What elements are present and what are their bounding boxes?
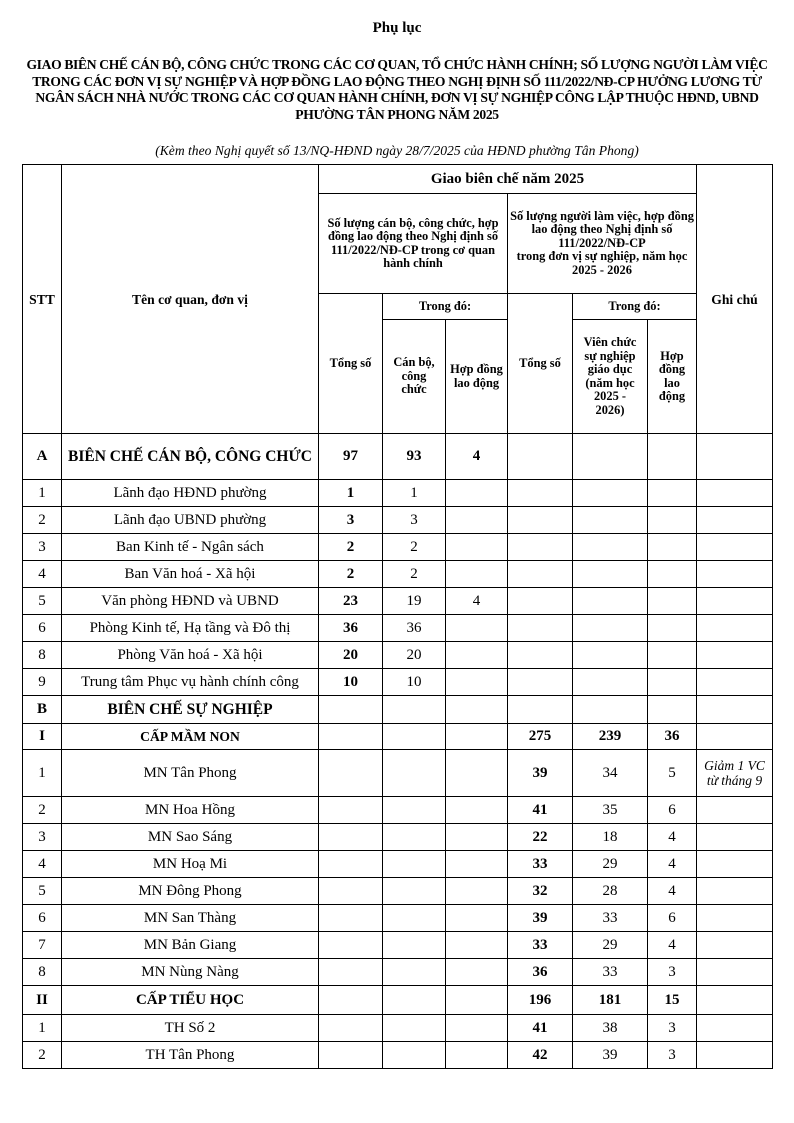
table-row — [23, 642, 773, 669]
cell-career-total — [508, 434, 573, 480]
cell-admin-contract — [446, 959, 508, 986]
cell-career-total — [508, 480, 573, 507]
section-row — [23, 724, 773, 750]
cell-admin-officials — [383, 905, 446, 932]
cell-admin-total — [319, 797, 383, 824]
header-career-group — [508, 194, 697, 294]
cell-career-officials: 29 — [573, 851, 648, 878]
cell-admin-contract — [446, 750, 508, 797]
cell-admin-officials — [383, 1042, 446, 1069]
cell-career-total — [508, 561, 573, 588]
cell-career-officials — [573, 615, 648, 642]
cell-career-officials: 181 — [573, 986, 648, 1015]
header-stt: STT — [23, 165, 62, 434]
cell-career-total: 33 — [508, 851, 573, 878]
cell-admin-officials — [383, 851, 446, 878]
cell-stt: A — [23, 434, 62, 480]
cell-admin-total: 36 — [319, 615, 383, 642]
cell-note — [697, 986, 773, 1015]
cell-stt: 8 — [23, 959, 62, 986]
cell-career-officials — [573, 642, 648, 669]
table-row — [23, 561, 773, 588]
cell-career-contract: 4 — [648, 851, 697, 878]
table-row — [23, 669, 773, 696]
cell-admin-contract — [446, 932, 508, 959]
cell-stt: 2 — [23, 797, 62, 824]
cell-name: MN San Thàng — [62, 905, 319, 932]
cell-admin-officials: 19 — [383, 588, 446, 615]
cell-career-contract: 3 — [648, 1042, 697, 1069]
cell-note — [697, 434, 773, 480]
cell-career-officials: 18 — [573, 824, 648, 851]
cell-admin-officials — [383, 750, 446, 797]
cell-career-officials: 35 — [573, 797, 648, 824]
cell-admin-officials: 2 — [383, 561, 446, 588]
cell-career-officials: 33 — [573, 905, 648, 932]
header-admin-of-which: Trong đó: — [383, 294, 508, 320]
cell-name: Lãnh đạo UBND phường — [62, 507, 319, 534]
cell-career-contract: 36 — [648, 724, 697, 750]
cell-career-total — [508, 588, 573, 615]
cell-career-contract — [648, 434, 697, 480]
cell-stt: 4 — [23, 851, 62, 878]
cell-admin-officials: 36 — [383, 615, 446, 642]
cell-admin-total — [319, 724, 383, 750]
section-row — [23, 986, 773, 1015]
table-row — [23, 878, 773, 905]
cell-career-contract — [648, 534, 697, 561]
cell-note — [697, 561, 773, 588]
cell-admin-total — [319, 986, 383, 1015]
cell-career-total: 22 — [508, 824, 573, 851]
cell-admin-total: 2 — [319, 534, 383, 561]
cell-career-contract — [648, 588, 697, 615]
cell-admin-contract — [446, 851, 508, 878]
table-row — [23, 1015, 773, 1042]
cell-career-contract: 15 — [648, 986, 697, 1015]
cell-stt: 1 — [23, 750, 62, 797]
cell-admin-total — [319, 750, 383, 797]
cell-career-officials — [573, 669, 648, 696]
table-row — [23, 507, 773, 534]
cell-note: Giảm 1 VC từ tháng 9 — [697, 750, 773, 797]
table-row — [23, 588, 773, 615]
cell-career-total — [508, 669, 573, 696]
cell-admin-contract — [446, 986, 508, 1015]
cell-admin-total — [319, 959, 383, 986]
cell-career-officials — [573, 434, 648, 480]
cell-admin-officials: 10 — [383, 669, 446, 696]
cell-career-total — [508, 534, 573, 561]
cell-stt: 2 — [23, 507, 62, 534]
cell-stt: 4 — [23, 561, 62, 588]
cell-admin-officials — [383, 824, 446, 851]
cell-admin-contract — [446, 669, 508, 696]
header-admin-total: Tổng số — [319, 294, 383, 434]
cell-career-total: 39 — [508, 750, 573, 797]
cell-note — [697, 878, 773, 905]
cell-admin-contract — [446, 724, 508, 750]
cell-admin-total: 1 — [319, 480, 383, 507]
cell-career-total — [508, 696, 573, 724]
cell-admin-total — [319, 905, 383, 932]
cell-stt: 6 — [23, 905, 62, 932]
cell-career-officials: 28 — [573, 878, 648, 905]
header-admin-contract: Hợp đồng lao động — [446, 320, 508, 434]
cell-stt: 7 — [23, 932, 62, 959]
cell-career-contract: 4 — [648, 824, 697, 851]
cell-stt: I — [23, 724, 62, 750]
cell-admin-contract — [446, 534, 508, 561]
cell-stt: B — [23, 696, 62, 724]
cell-stt: 3 — [23, 824, 62, 851]
cell-stt: 2 — [23, 1042, 62, 1069]
cell-career-officials: 239 — [573, 724, 648, 750]
cell-note — [697, 534, 773, 561]
document-title: GIAO BIÊN CHẾ CÁN BỘ, CÔNG CHỨC TRONG CÁC CƠ QUAN, TỔ CHỨC HÀNH CHÍNH; SỐ LƯỢNG NGƯỜI LÀM VIỆC TRONG CÁC ĐƠN VỊ SỰ NGHIỆP VÀ HỢP ĐỒNG LAO ĐỘNG THEO NGHỊ ĐỊNH SỐ 111/2022/NĐ-CP HƯỞNG LƯƠNG TỪ NGÂN SÁCH NHÀ NƯỚC TRONG CÁC CƠ QUAN HÀNH CHÍNH, ĐƠN VỊ SỰ NGHIỆP CÔNG LẬP THUỘC HĐND, UBND PHƯỜNG TÂN PHONG NĂM 2025 — [26, 57, 768, 122]
cell-career-contract: 6 — [648, 797, 697, 824]
cell-note — [697, 669, 773, 696]
cell-admin-contract — [446, 1042, 508, 1069]
cell-admin-officials: 20 — [383, 642, 446, 669]
table-header — [23, 165, 773, 434]
cell-career-total: 39 — [508, 905, 573, 932]
cell-name: Lãnh đạo HĐND phường — [62, 480, 319, 507]
cell-stt: 3 — [23, 534, 62, 561]
cell-admin-contract — [446, 797, 508, 824]
cell-note — [697, 797, 773, 824]
cell-career-officials — [573, 696, 648, 724]
table-body — [23, 434, 773, 1069]
cell-name: MN Hoa Hồng — [62, 797, 319, 824]
header-name: Tên cơ quan, đơn vị — [62, 165, 319, 434]
header-note: Ghi chú — [697, 165, 773, 434]
table-row — [23, 932, 773, 959]
cell-admin-contract — [446, 642, 508, 669]
cell-career-contract — [648, 561, 697, 588]
cell-admin-officials — [383, 959, 446, 986]
cell-note — [697, 507, 773, 534]
cell-admin-contract — [446, 824, 508, 851]
cell-admin-total: 10 — [319, 669, 383, 696]
cell-admin-contract — [446, 878, 508, 905]
cell-career-contract: 4 — [648, 878, 697, 905]
cell-name: MN Sao Sáng — [62, 824, 319, 851]
cell-career-total: 36 — [508, 959, 573, 986]
cell-admin-total: 20 — [319, 642, 383, 669]
table-row — [23, 824, 773, 851]
table-row — [23, 1042, 773, 1069]
cell-name: Phòng Kinh tế, Hạ tầng và Đô thị — [62, 615, 319, 642]
header-admin-group: Số lượng cán bộ, công chức, hợp đồng lao động theo Nghị định số 111/2022/NĐ-CP trong cơ quan hành chính — [319, 194, 508, 294]
cell-name: MN Hoạ Mi — [62, 851, 319, 878]
cell-career-total: 41 — [508, 1015, 573, 1042]
cell-admin-contract: 4 — [446, 434, 508, 480]
cell-stt: II — [23, 986, 62, 1015]
cell-note — [697, 724, 773, 750]
cell-admin-contract — [446, 1015, 508, 1042]
cell-admin-officials — [383, 932, 446, 959]
cell-career-total: 32 — [508, 878, 573, 905]
cell-note — [697, 1015, 773, 1042]
cell-admin-officials — [383, 986, 446, 1015]
cell-career-contract: 3 — [648, 959, 697, 986]
cell-career-contract: 3 — [648, 1015, 697, 1042]
table-row — [23, 905, 773, 932]
header-career-total: Tổng số — [508, 294, 573, 434]
cell-career-officials: 33 — [573, 959, 648, 986]
table-row — [23, 534, 773, 561]
cell-career-officials — [573, 507, 648, 534]
cell-career-officials — [573, 480, 648, 507]
cell-admin-total: 2 — [319, 561, 383, 588]
cell-admin-contract — [446, 561, 508, 588]
cell-admin-officials — [383, 797, 446, 824]
cell-career-contract — [648, 480, 697, 507]
cell-career-officials: 34 — [573, 750, 648, 797]
cell-admin-contract — [446, 615, 508, 642]
cell-note — [697, 615, 773, 642]
cell-note — [697, 1042, 773, 1069]
cell-career-total: 275 — [508, 724, 573, 750]
cell-career-contract — [648, 669, 697, 696]
cell-admin-contract — [446, 507, 508, 534]
cell-name: MN Tân Phong — [62, 750, 319, 797]
cell-name: Trung tâm Phục vụ hành chính công — [62, 669, 319, 696]
cell-career-total: 33 — [508, 932, 573, 959]
cell-name: Ban Văn hoá - Xã hội — [62, 561, 319, 588]
cell-stt: 6 — [23, 615, 62, 642]
cell-admin-total: 3 — [319, 507, 383, 534]
cell-career-total — [508, 507, 573, 534]
cell-career-contract — [648, 615, 697, 642]
cell-admin-total — [319, 878, 383, 905]
cell-stt: 5 — [23, 588, 62, 615]
header-career-group-line1: Số lượng người làm việc, hợp đồng lao động theo Nghị định số 111/2022/NĐ-CP — [510, 208, 694, 250]
cell-name: Văn phòng HĐND và UBND — [62, 588, 319, 615]
cell-career-officials — [573, 534, 648, 561]
cell-career-officials: 39 — [573, 1042, 648, 1069]
cell-stt: 1 — [23, 1015, 62, 1042]
cell-name: MN Đông Phong — [62, 878, 319, 905]
cell-name: CẤP MẦM NON — [62, 724, 319, 750]
section-row — [23, 696, 773, 724]
cell-career-total: 196 — [508, 986, 573, 1015]
cell-note — [697, 824, 773, 851]
cell-admin-total — [319, 1015, 383, 1042]
header-staffing-group: Giao biên chế năm 2025 — [319, 165, 697, 194]
cell-name: TH Tân Phong — [62, 1042, 319, 1069]
header-admin-officials: Cán bộ, công chức — [383, 320, 446, 434]
cell-name: CẤP TIỂU HỌC — [62, 986, 319, 1015]
cell-note — [697, 588, 773, 615]
cell-career-contract — [648, 696, 697, 724]
cell-name: TH Số 2 — [62, 1015, 319, 1042]
cell-name: MN Nùng Nàng — [62, 959, 319, 986]
cell-admin-total — [319, 1042, 383, 1069]
cell-admin-total — [319, 824, 383, 851]
cell-admin-total — [319, 696, 383, 724]
table-row — [23, 480, 773, 507]
table-row — [23, 615, 773, 642]
cell-admin-contract: 4 — [446, 588, 508, 615]
cell-career-officials — [573, 588, 648, 615]
header-career-of-which: Trong đó: — [573, 294, 697, 320]
cell-admin-contract — [446, 696, 508, 724]
table-row — [23, 750, 773, 797]
cell-admin-contract — [446, 905, 508, 932]
cell-name: Ban Kinh tế - Ngân sách — [62, 534, 319, 561]
cell-stt: 5 — [23, 878, 62, 905]
cell-admin-officials: 1 — [383, 480, 446, 507]
cell-note — [697, 696, 773, 724]
cell-career-contract — [648, 642, 697, 669]
cell-career-officials — [573, 561, 648, 588]
cell-note — [697, 642, 773, 669]
cell-name: MN Bản Giang — [62, 932, 319, 959]
cell-admin-officials — [383, 696, 446, 724]
table-row — [23, 797, 773, 824]
cell-career-contract: 4 — [648, 932, 697, 959]
section-row — [23, 434, 773, 480]
cell-admin-officials: 2 — [383, 534, 446, 561]
cell-admin-total — [319, 932, 383, 959]
cell-admin-officials: 3 — [383, 507, 446, 534]
document-subtitle: (Kèm theo Nghị quyết số 13/NQ-HĐND ngày 28/7/2025 của HĐND phường Tân Phong) — [155, 143, 639, 158]
cell-note — [697, 932, 773, 959]
cell-admin-total — [319, 851, 383, 878]
appendix-title: Phụ lục — [372, 20, 422, 36]
cell-admin-officials: 93 — [383, 434, 446, 480]
cell-stt: 8 — [23, 642, 62, 669]
cell-career-contract: 6 — [648, 905, 697, 932]
staffing-table — [22, 164, 773, 1069]
cell-admin-contract — [446, 480, 508, 507]
table-row — [23, 959, 773, 986]
table-row — [23, 851, 773, 878]
cell-career-total: 41 — [508, 797, 573, 824]
cell-admin-officials — [383, 724, 446, 750]
cell-name: Phòng Văn hoá - Xã hội — [62, 642, 319, 669]
cell-note — [697, 959, 773, 986]
cell-stt: 1 — [23, 480, 62, 507]
cell-admin-officials — [383, 1015, 446, 1042]
cell-admin-officials — [383, 878, 446, 905]
cell-stt: 9 — [23, 669, 62, 696]
cell-career-officials: 29 — [573, 932, 648, 959]
cell-career-total: 42 — [508, 1042, 573, 1069]
cell-name: BIÊN CHẾ SỰ NGHIỆP — [62, 696, 319, 724]
cell-career-officials: 38 — [573, 1015, 648, 1042]
cell-admin-total: 97 — [319, 434, 383, 480]
cell-career-contract: 5 — [648, 750, 697, 797]
cell-name: BIÊN CHẾ CÁN BỘ, CÔNG CHỨC — [62, 434, 319, 480]
cell-admin-total: 23 — [319, 588, 383, 615]
cell-note — [697, 851, 773, 878]
header-career-group-line2: trong đơn vị sự nghiệp, năm học 2025 - 2026 — [516, 249, 688, 277]
cell-note — [697, 480, 773, 507]
cell-career-contract — [648, 507, 697, 534]
header-career-contract: Hợp đồng lao động — [648, 320, 697, 434]
cell-career-total — [508, 642, 573, 669]
cell-career-total — [508, 615, 573, 642]
header-career-officials: Viên chức sự nghiệp giáo dục (năm học 2025 - 2026) — [573, 320, 648, 434]
cell-note — [697, 905, 773, 932]
